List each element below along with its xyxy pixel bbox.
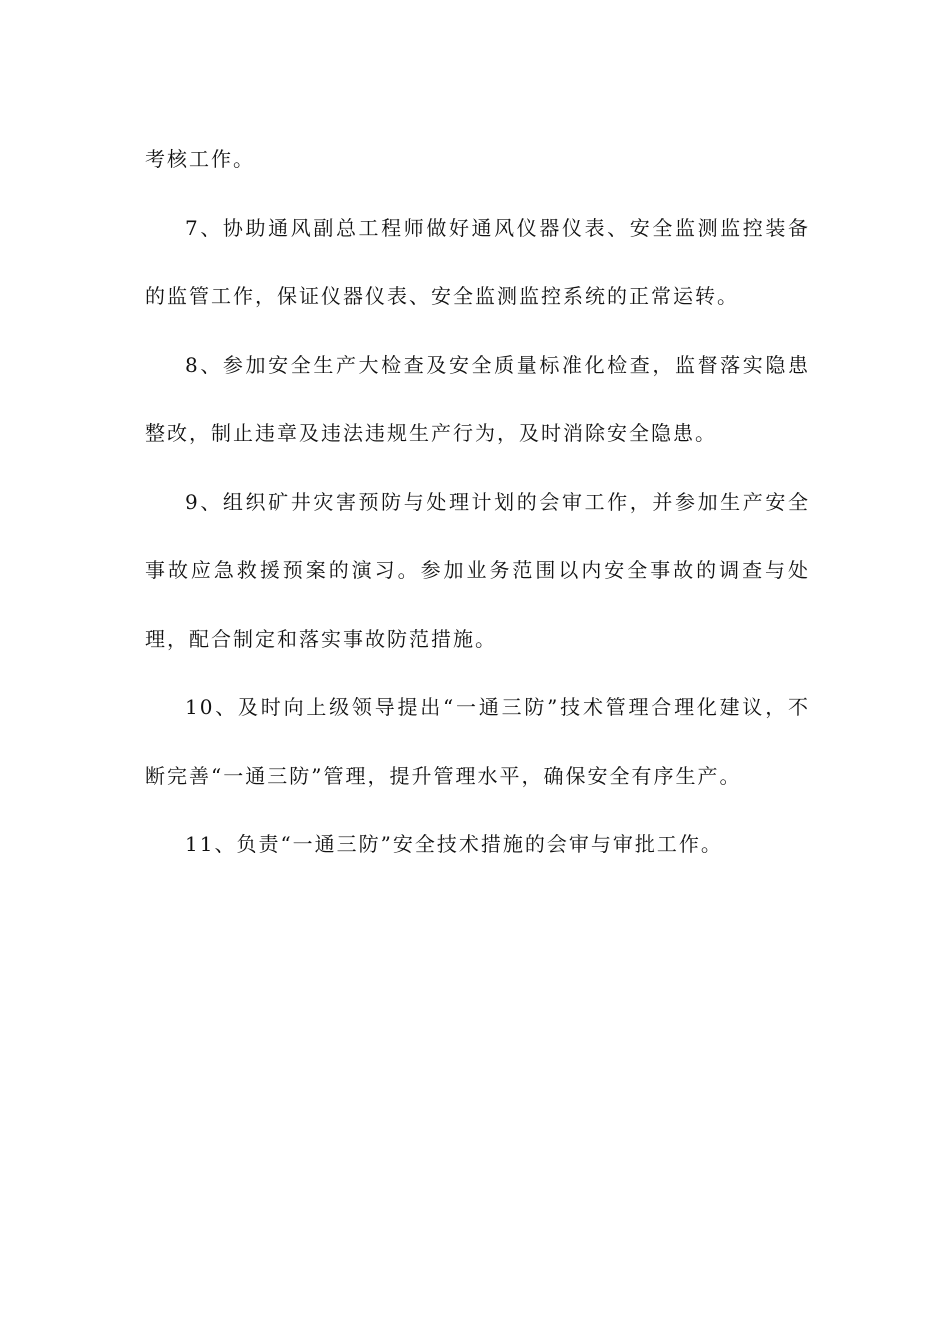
paragraph-item-10: 10、及时向上级领导提出“一通三防”技术管理合理化建议，不断完善“一通三防”管理，提升管理水平，确保安全有序生产。	[145, 695, 810, 788]
document-body	[145, 125, 810, 879]
paragraph-continuation: 考核工作。	[145, 147, 255, 171]
paragraph-item-11: 11、负责“一通三防”安全技术措施的会审与审批工作。	[185, 832, 723, 856]
paragraph-item-7: 7、协助通风副总工程师做好通风仪器仪表、安全监测监控装备的监管工作，保证仪器仪表、安全监测监控系统的正常运转。	[145, 215, 810, 308]
paragraph-item-9: 9、组织矿井灾害预防与处理计划的会审工作，并参加生产安全事故应急救援预案的演习。参加业务范围以内安全事故的调查与处理，配合制定和落实事故防范措施。	[145, 489, 810, 651]
paragraph-item-8: 8、参加安全生产大检查及安全质量标准化检查，监督落实隐患整改，制止违章及违法违规生产行为，及时消除安全隐患。	[145, 352, 810, 445]
